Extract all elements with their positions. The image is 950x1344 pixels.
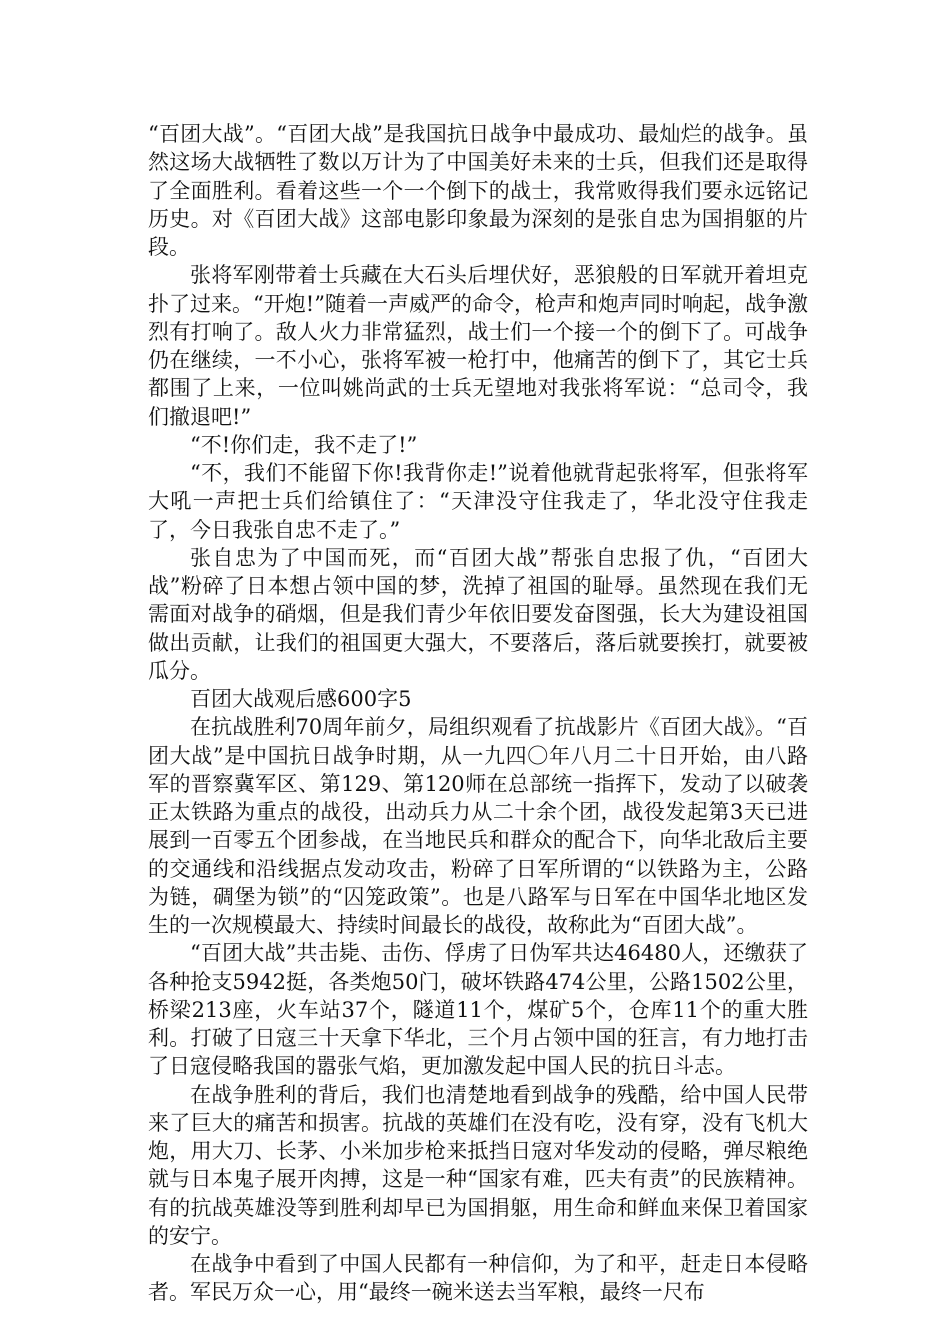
paragraph-7: “百团大战”共击毙、击伤、俘虏了日伪军共达46480人，还缴获了各种抢支5942挺，各类炮50门，破坏铁路474公里，公路1502公里，桥梁213座，火车站37个，隧道11个，煤矿5个，仓库11个的重大胜利。打破了日寇三十天拿下华北，三个月占领中国的狂言，有力地打击了日寇侵略我国的嚣张气焰，更加激发起中国人民的抗日斗志。 — [148, 941, 808, 1079]
paragraph-1: “百团大战”。“百团大战”是我国抗日战争中最成功、最灿烂的战争。虽然这场大战牺牲了数以万计为了中国美好未来的士兵，但我们还是取得了全面胜利。看着这些一个一个倒下的战士，我常败得我们要永远铭记历史。对《百团大战》这部电影印象最为深刻的是张自忠为国捐躯的片段。 — [148, 122, 808, 259]
paragraph-4: “不，我们不能留下你!我背你走!”说着他就背起张将军，但张将军大吼一声把士兵们给镇住了：“天津没守住我走了，华北没守住我走了，今日我张自忠不走了。” — [148, 461, 808, 542]
document-body — [148, 120, 808, 1307]
paragraph-6: 在抗战胜利70周年前夕，局组织观看了抗战影片《百团大战》。“百团大战”是中国抗日战争时期，从一九四〇年八月二十日开始，由八路军的晋察冀军区、第129、第120师在总部统一指挥下，发动了以破袭正太铁路为重点的战役，出动兵力从二十余个团，战役发起第3天已进展到一百零五个团参战，在当地民兵和群众的配合下，向华北敌后主要的交通线和沿线据点发动攻击，粉碎了日军所谓的“以铁路为主，公路为链，碉堡为锁”的“囚笼政策”。也是八路军与日军在中国华北地区发生的一次规模最大、持续时间最长的战役，故称此为“百团大战”。 — [148, 715, 808, 937]
paragraph-9: 在战争中看到了中国人民都有一种信仰，为了和平，赶走日本侵略者。军民万众一心，用“最终一碗米送去当军粮，最终一尺布 — [148, 1252, 808, 1305]
paragraph-5: 张自忠为了中国而死，而“百团大战”帮张自忠报了仇，“百团大战”粉碎了日本想占领中国的梦，洗掉了祖国的耻辱。虽然现在我们无需面对战争的硝烟，但是我们青少年依旧要发奋图强，长大为建设祖国做出贡献，让我们的祖国更大强大，不要落后，落后就要挨打，就要被瓜分。 — [148, 545, 808, 683]
paragraph-3: “不!你们走，我不走了!” — [190, 432, 418, 457]
paragraph-8: 在战争胜利的背后，我们也清楚地看到战争的残酷，给中国人民带来了巨大的痛苦和损害。抗战的英雄们在没有吃，没有穿，没有飞机大炮，用大刀、长茅、小米加步枪来抵挡日寇对华发动的侵略，弹尽粮绝就与日本鬼子展开肉搏，这是一种“国家有难，匹夫有责”的民族精神。有的抗战英雄没等到胜利却早已为国捐躯，用生命和鲜血来保卫着国家的安宁。 — [148, 1082, 808, 1248]
paragraph-2: 张将军刚带着士兵藏在大石头后埋伏好，恶狼般的日军就开着坦克扑了过来。“开炮!”随着一声威严的命令，枪声和炮声同时响起，战争激烈有打响了。敌人火力非常猛烈，战士们一个接一个的倒下了。可战争仍在继续，一不小心，张将军被一枪打中，他痛苦的倒下了，其它士兵都围了上来，一位叫姚尚武的士兵无望地对我张将军说：“总司令，我们撤退吧!” — [148, 263, 808, 429]
section-heading: 百团大战观后感600字5 — [190, 687, 412, 711]
